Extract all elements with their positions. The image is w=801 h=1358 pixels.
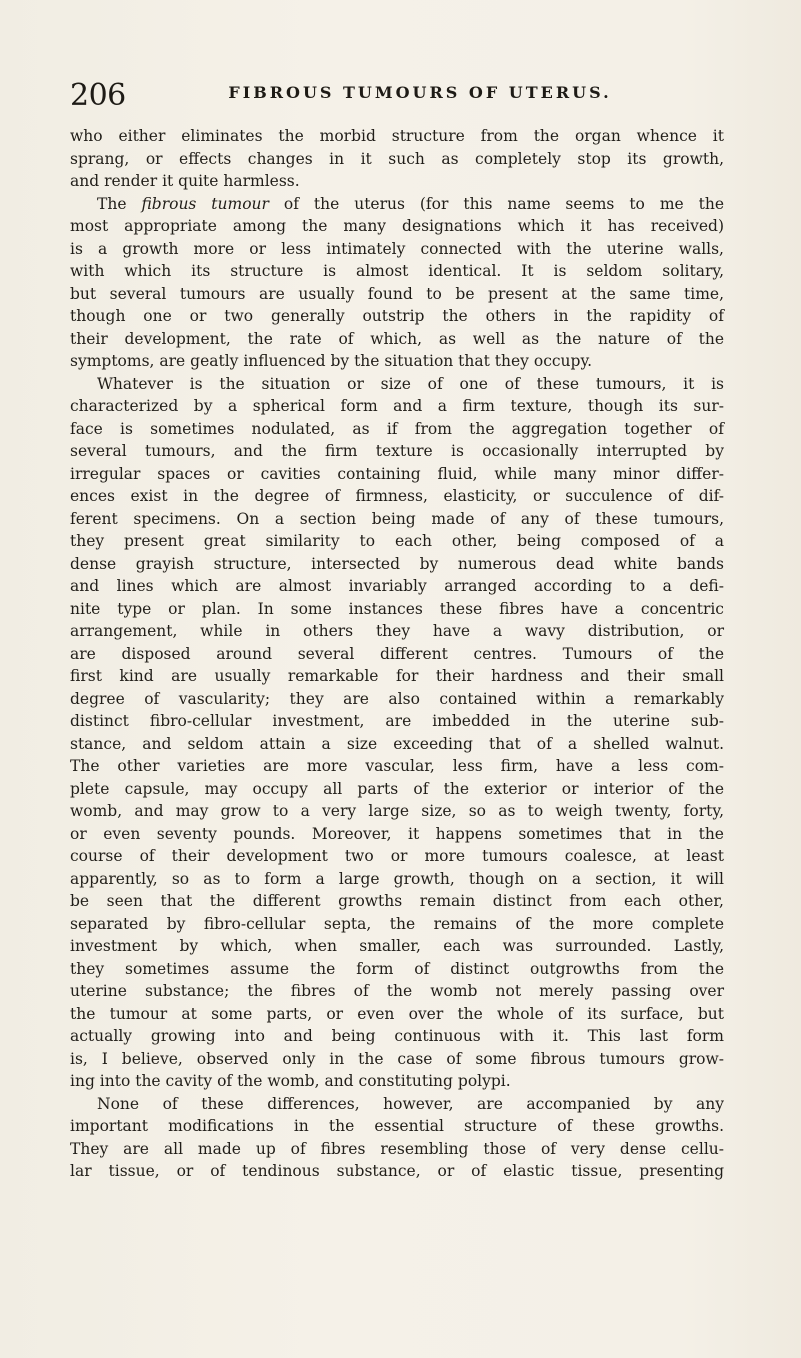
italic-term: fibrous tumour	[141, 194, 269, 213]
text-line: or even seventy pounds. Moreover, it happens sometimes that in the	[70, 824, 724, 843]
text-line: Whatever is the situation or size of one of these tumours, it is	[97, 374, 724, 393]
text-run: The	[97, 194, 142, 213]
text-line: nite type or plan. In some instances these fibres have a concentric	[70, 599, 724, 618]
text-line: degree of vascularity; they are also contained within a remarkably	[70, 689, 724, 708]
running-head: FIBROUS TUMOURS OF UTERUS.	[228, 83, 612, 102]
text-line: face is sometimes nodulated, as if from the aggregation together of	[70, 419, 724, 438]
text-line: They are all made up of fibres resembling those of very dense cellu-	[70, 1139, 724, 1158]
text-line: with which its structure is almost identical. It is seldom solitary,	[70, 262, 724, 280]
text-line: they present great similarity to each other, being composed of a	[70, 532, 724, 550]
text-line: distinct fibro-cellular investment, are imbedded in the uterine sub-	[70, 712, 724, 730]
text-line: and render it quite harmless.	[70, 172, 300, 190]
body-text	[70, 125, 724, 1183]
text-line: who either eliminates the morbid structure from the organ whence it	[70, 127, 724, 145]
text-line	[70, 193, 724, 216]
page-number: 206	[70, 78, 126, 113]
text-line: course of their development two or more tumours coalesce, at least	[70, 847, 724, 865]
text-run: of the uterus (for this name seems to me the	[268, 194, 725, 213]
text-line: most appropriate among the many designations which it has received)	[70, 217, 724, 235]
text-line: though one or two generally outstrip the others in the rapidity of	[70, 307, 724, 325]
text-line: The other varieties are more vascular, less firm, have a less com-	[70, 757, 724, 775]
text-line: their development, the rate of which, as well as the nature of the	[70, 329, 724, 348]
text-line: uterine substance; the fibres of the womb not merely passing over	[70, 982, 724, 1000]
text-line: lar tissue, or of tendinous substance, or of elastic tissue, presenting	[70, 1162, 724, 1180]
text-line: investment by which, when smaller, each was surrounded. Lastly,	[70, 937, 724, 955]
text-line: the tumour at some parts, or even over the whole of its surface, but	[70, 1004, 724, 1023]
text-line: be seen that the different growths remain distinct from each other,	[70, 892, 724, 910]
text-line: arrangement, while in others they have a wavy distribution, or	[70, 622, 724, 640]
text-line: irregular spaces or cavities containing fluid, while many minor differ-	[70, 464, 724, 483]
text-line: characterized by a spherical form and a firm texture, though its sur-	[70, 397, 724, 415]
text-line: first kind are usually remarkable for their hardness and their small	[70, 667, 724, 685]
text-line: ences exist in the degree of firmness, elasticity, or succulence of dif-	[70, 487, 724, 505]
text-line: actually growing into and being continuous with it. This last form	[70, 1027, 724, 1045]
text-line: dense grayish structure, intersected by numerous dead white bands	[70, 554, 724, 573]
text-line: apparently, so as to form a large growth, though on a section, it will	[70, 869, 724, 888]
text-line: womb, and may grow to a very large size, so as to weigh twenty, forty,	[70, 802, 724, 820]
text-line: several tumours, and the firm texture is occasionally interrupted by	[70, 442, 724, 460]
text-line: important modifications in the essential structure of these growths.	[70, 1117, 724, 1135]
text-line: is, I believe, observed only in the case of some fibrous tumours grow-	[70, 1049, 724, 1068]
text-line: ferent specimens. On a section being made of any of these tumours,	[70, 509, 724, 528]
text-line: symptoms, are geatly influenced by the situation that they occupy.	[70, 352, 593, 370]
text-line: and lines which are almost invariably arranged according to a defi-	[70, 577, 724, 595]
text-line: are disposed around several different centres. Tumours of the	[70, 644, 724, 663]
text-line: is a growth more or less intimately connected with the uterine walls,	[70, 239, 724, 258]
text-line: sprang, or effects changes in it such as completely stop its growth,	[70, 149, 724, 168]
text-line: they sometimes assume the form of distinct outgrowths from the	[70, 959, 724, 978]
text-line: stance, and seldom attain a size exceeding that of a shelled walnut.	[70, 734, 724, 753]
text-line: but several tumours are usually found to be present at the same time,	[70, 284, 724, 303]
page-header	[70, 78, 730, 118]
text-line: separated by fibro-cellular septa, the remains of the more complete	[70, 914, 724, 933]
text-line: None of these differences, however, are accompanied by any	[97, 1094, 724, 1113]
text-line: ing into the cavity of the womb, and constituting polypi.	[70, 1072, 511, 1090]
text-line: plete capsule, may occupy all parts of the exterior or interior of the	[70, 779, 724, 798]
